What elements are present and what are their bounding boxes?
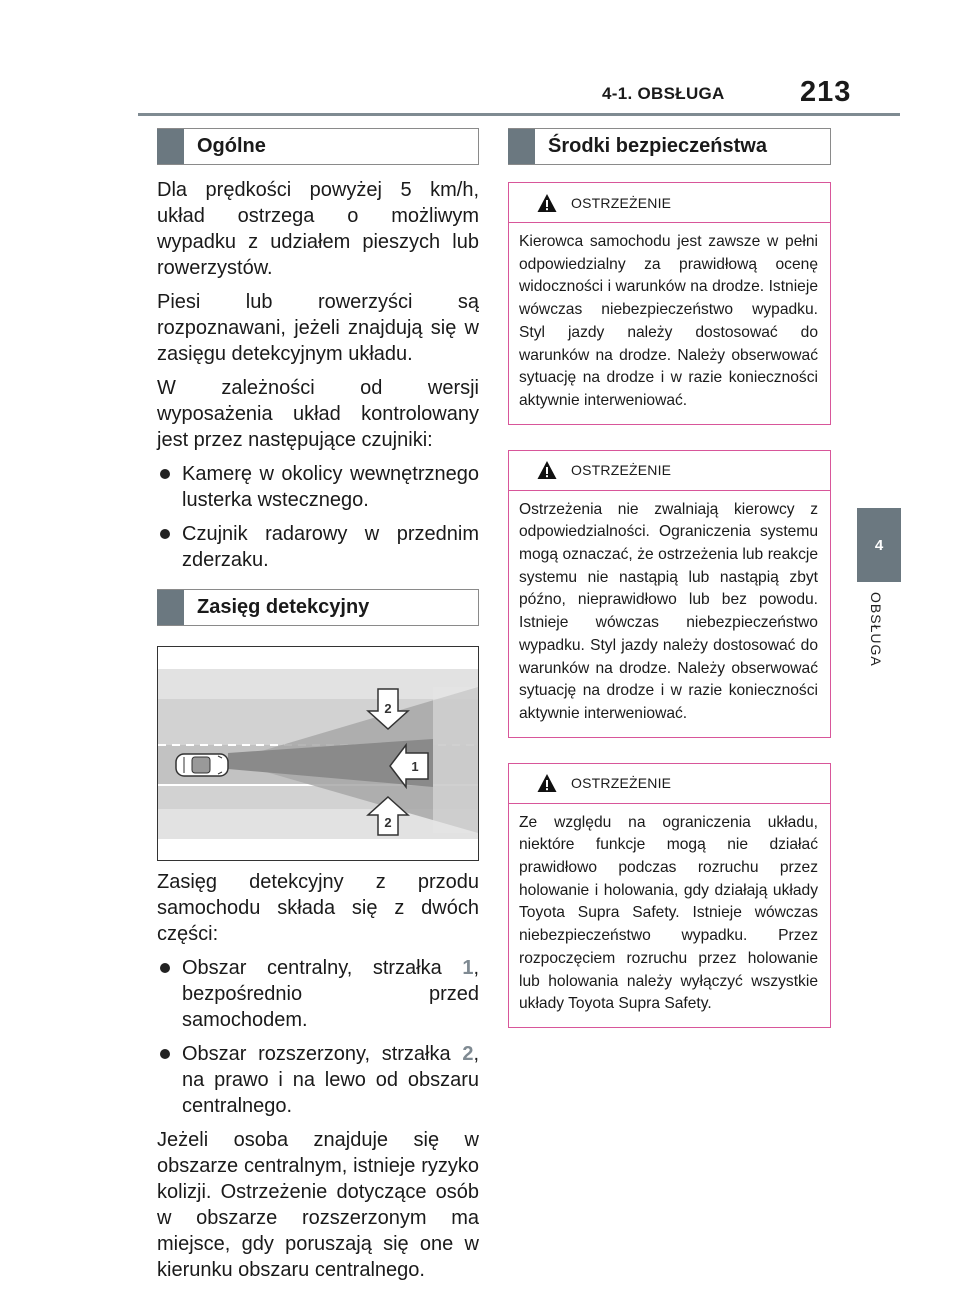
warning-title: OSTRZEŻENIE	[571, 462, 672, 479]
section-heading-detection-range	[157, 589, 479, 626]
bullet-text-part: , bezpośrednio przed samochodem.	[182, 957, 479, 1031]
arrow-label: 2	[384, 815, 392, 830]
bullet-text: Czujnik radarowy w przednim zderzaku.	[182, 523, 479, 571]
warning-header	[509, 451, 830, 491]
bullet-icon	[160, 963, 170, 973]
arrow-label: 1	[411, 759, 419, 774]
warning-triangle-icon	[537, 773, 557, 793]
header-divider	[138, 113, 900, 116]
chapter-tab	[857, 508, 901, 582]
warning-box	[508, 182, 831, 425]
right-column	[508, 128, 831, 1028]
arrow-label: 2	[384, 701, 392, 716]
heading-bar	[508, 129, 535, 164]
paragraph: Zasięg detekcyjny z przodu samochodu składa się z dwóch części:	[157, 871, 479, 945]
heading-bar	[157, 129, 184, 164]
heading-text: Zasięg detekcyjny	[197, 596, 370, 618]
bullet-icon	[160, 469, 170, 479]
warning-triangle-icon	[537, 193, 557, 213]
paragraph: Dla prędkości powyżej 5 km/h, układ ostrzega o możliwym wypadku z udziałem pieszych lub rowerzystów.	[157, 179, 479, 279]
warning-header	[509, 764, 830, 804]
detection-range-diagram	[157, 646, 479, 861]
left-column	[157, 128, 479, 1283]
header-section-title: 4-1. OBSŁUGA	[602, 84, 725, 103]
bullet-item	[157, 1041, 479, 1119]
page-number: 213	[800, 76, 852, 108]
chapter-label: OBSŁUGA	[868, 592, 884, 667]
range-end-zone	[433, 687, 478, 833]
heading-text: Środki bezpieczeństwa	[548, 135, 767, 157]
paragraph: Jeżeli osoba znajduje się w obszarze centralnym, istnieje ryzyko kolizji. Ostrzeżenie dotyczące osób w obszarze rozszerzonym ma miejsce, gdy poruszają się one w kierunku obszaru centralnego.	[157, 1129, 479, 1281]
section-heading-safety	[508, 128, 831, 165]
warning-box	[508, 763, 831, 1028]
bullet-text-part: Obszar centralny, strzałka	[182, 957, 463, 979]
arrow-reference: 2	[462, 1043, 474, 1065]
bullet-icon	[160, 529, 170, 539]
heading-text: Ogólne	[197, 135, 266, 157]
warning-header	[509, 183, 830, 223]
bullet-text	[182, 1041, 479, 1119]
warning-text: Ostrzeżenia nie zwalniają kierowcy z odpowiedzialności. Ograniczenia systemu mogą oznaczać, że ostrzeżenia lub reakcje systemu nie nastąpią lub nastąpią zbyt późno, nieprawidłowo lub bez powodu. Istnieje wówczas niebezpieczeństwo wypadku. Styl jazdy należy dostosować do warunków na drodze. Należy obserwować sytuację na drodze i w razie konieczności aktywnie interweniować.	[519, 500, 818, 722]
car-icon	[176, 754, 228, 776]
bullet-text-part: , na prawo i na lewo od obszaru centralnego.	[182, 1043, 479, 1117]
bullet-item	[157, 521, 479, 573]
bullet-icon	[160, 1049, 170, 1059]
warning-text: Kierowca samochodu jest zawsze w pełni odpowiedzialny za prawidłową ocenę widoczności i warunków na drodze. Istnieje wówczas niebezpieczeństwo wypadku. Styl jazdy należy dostosować do warunków na drodze. Należy obserwować sytuację na drodze i w razie konieczności aktywnie interweniować.	[519, 233, 818, 409]
bullet-text	[182, 955, 479, 1033]
bullet-text: Kamerę w okolicy wewnętrznego lusterka wstecznego.	[182, 463, 479, 511]
detection-diagram-svg	[158, 647, 478, 860]
paragraph: W zależności od wersji wyposażenia układ kontrolowany jest przez następujące czujniki:	[157, 377, 479, 451]
warning-title: OSTRZEŻENIE	[571, 194, 672, 211]
heading-bar	[157, 590, 184, 625]
section-heading-general	[157, 128, 479, 165]
arrow-reference: 1	[462, 957, 474, 979]
bullet-item	[157, 955, 479, 1033]
paragraph: Piesi lub rowerzyści są rozpoznawani, jeżeli znajdują się w zasięgu detekcyjnym układu.	[157, 291, 479, 365]
warning-title: OSTRZEŻENIE	[571, 775, 672, 792]
warning-box	[508, 450, 831, 738]
bullet-item	[157, 461, 479, 513]
warning-text: Ze względu na ograniczenia układu, niektóre funkcje mogą nie działać prawidłowo podczas rozruchu przez holowanie i holowania, gdy działają układy Toyota Supra Safety. Istnieje wówczas niebezpieczeństwo wypadku. Przez rozpoczęciem rozruchu przez holowanie lub holowania należy wyłączyć wszystkie układy Toyota Supra Safety.	[519, 813, 818, 1013]
warning-triangle-icon	[537, 460, 557, 480]
bullet-text-part: Obszar rozszerzony, strzałka	[182, 1043, 463, 1065]
chapter-number: 4	[874, 536, 884, 554]
